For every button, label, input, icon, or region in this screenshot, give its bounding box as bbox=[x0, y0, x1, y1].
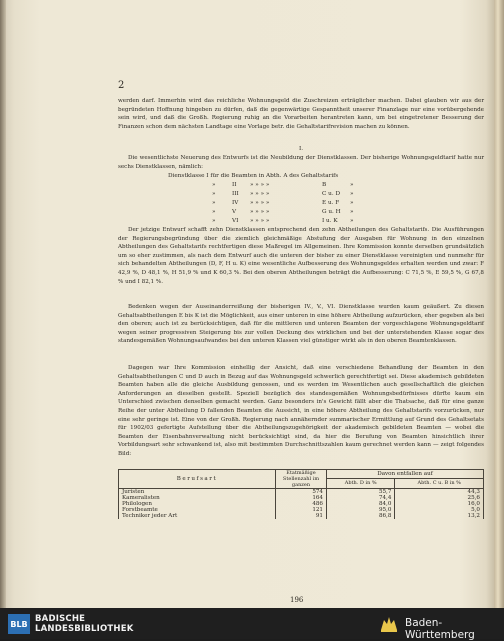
class-ditto-end: » bbox=[350, 200, 354, 206]
cell-abth-cb: 44,3 bbox=[395, 489, 484, 496]
class-abteilung: B bbox=[322, 182, 327, 188]
cell-abth-cb: 13,2 bbox=[395, 513, 484, 519]
page-spine-shadow bbox=[0, 0, 6, 608]
class-ditto-marks: » » » » bbox=[250, 200, 270, 206]
class-numeral: VI bbox=[232, 218, 239, 224]
blb-logo-line1[interactable]: BADISCHE bbox=[35, 614, 86, 624]
class-intro: Dienstklasse I für die Beamten in Abth. A des Gehaltstarifs bbox=[168, 173, 339, 179]
class-ditto-end: » bbox=[350, 209, 354, 215]
class-ditto: » bbox=[212, 200, 216, 206]
page-stack-edge bbox=[494, 0, 504, 608]
cell-beruf: Philologen bbox=[119, 501, 276, 507]
cell-beruf: Techniker jeder Art bbox=[119, 513, 276, 519]
paragraph-commission: Dagegen war Ihre Kommission einhellig der Ansicht, daß eine verschiedene Behandlung der Beamten in den Gehaltsabtheilungen C und D auch in Bezug auf das Wohnungsgeld schwerlich gerechtfertigt sei. Diese akademisch gebildeten Beamten haben alle die gleiche Ausbildung genossen, und es werden im Wesentlichen auch gesellschaftlich die gleichen Anforderungen an dieselben gestellt. Speziell bezüglich des standesgemäßen Wohnungsbedürfnisses dürfte kaum ein Unterschied zwischen denselben gemacht werden. Ganz besonders in's Gewicht fällt aber die Thatsache, daß für eine ganze Reihe der unter Abtheilung D fallenden Beamten die Aussicht, in eine höhere Abtheilung des Gehaltstarifs vorzurücken, nur eine sehr geringe ist. Eine von der Großh. Regierung nach annähernder summarischer Ermittlung auf Grund des Gehaltsetats für 1902/03 gefertigte Aufstellung über die Abtheilungszugehörigkeit der akademisch gebildeten Beamten — wobei die Beamten der Eisenbahnverwaltung nicht berücksichtigt sind, da hier die Berufung von Beamten hinsichtlich ihrer Vorbildungsart sehr schwankend ist, also mit bestimmten Durchschnittszahlen kaum gerechnet werden kann — zeigt folgendes Bild: bbox=[118, 365, 484, 457]
header-beruf: Berufsart bbox=[119, 470, 276, 489]
class-numeral: II bbox=[232, 182, 237, 188]
cell-abth-cb: 16,0 bbox=[395, 501, 484, 507]
class-ditto-marks: » » » » bbox=[250, 182, 270, 188]
paragraph-classes: Der jetzige Entwurf schafft zehn Dienstklassen entsprechend den zehn Abtheilungen des Gehaltstarifs. Die Ausführungen der Regierungsbegründung über die ziemlich gleichmäßige Abstufung der Ausgaben für Wohnung in den einzelnen Abtheilungen des Gehaltstarifs rechtfertigen diese Maßregel im Allgemeinen. Ihre Kommission konnte derselben grundsätzlich um so eher zustimmen, als nach dem Entwurf auch die unteren der bisher zu einer Dienstklasse vereinigten und nunmehr für sich behandelten Abtheilungen (D, F, H u. K) eine wesentliche Aufbesserung des Wohnungsgeldes erhalten werden und zwar: F 42,9 %, D 48,1 %, H 51,9 % und K 60,3 %. Bei den oberen Abtheilungen beträgt die Aufbesserung: C 71,5 %, E 59,5 %, G 67,8 % und I 82,1 %. bbox=[118, 227, 484, 285]
class-numeral: V bbox=[232, 209, 237, 215]
paragraph-intro: werden darf. Immerhin wird das reichliche Wohnungsgeld die Zuschreizen erträglicher machen. Dabei glauben wir aus der begründeten Hoffnung hingeben zu dürfen, daß die gegenwärtige Gespanntheit unserer Finanzlage nur eine vorübergehende sein wird, und daß die Großh. Regierung ruhig an die Vorarbeiten herantreten kann, um bei eingetretener Besserung der Finanzen schon dem nächsten Landtage eine Vorlage betr. die Gehaltstarifrevision machen zu können. bbox=[118, 98, 484, 130]
section-heading: Die wesentlichste Neuerung des Entwurfs ist die Neubildung der Dienstklassen. Der bisherige Wohnungsgeldtarif hatte nur sechs Dienstklassen, nämlich: bbox=[118, 155, 484, 170]
table-body bbox=[119, 489, 484, 520]
header-group: Davon entfallen auf bbox=[327, 470, 484, 479]
paragraph-objections: Bedenken wegen der Auseinanderreißung der bisherigen IV., V., VI. Dienstklasse wurden kaum geäußert. Zu diesen Gehaltsabtheilungen E bis K ist die Möglichkeit, aus einer unteren in eine höhere Abtheilung aufzurücken, eher gegeben als bei den oberen; auch ist zu berücksichtigen, daß für die mittleren und unteren Beamten der vorgeschlagene Wohnungsgeldtarif wegen seiner progressiven Steigerung bis zur vollen Deckung des wirklichen und bei der unterstehenden Klasse sogar des standesgemäßen Wohnungsaufwandes bei den unteren Klassen viel günstiger wirkt als in den oberen Beamtenklassen. bbox=[118, 304, 484, 345]
cell-total: 486 bbox=[276, 501, 327, 507]
class-ditto-marks: » » » » bbox=[250, 218, 270, 224]
table-header-row bbox=[119, 470, 484, 479]
cell-beruf: Forstbeamte bbox=[119, 507, 276, 513]
cell-abth-d: 86,8 bbox=[327, 513, 395, 519]
class-ditto-end: » bbox=[350, 182, 354, 188]
table-row bbox=[119, 513, 484, 519]
class-ditto-end: » bbox=[350, 191, 354, 197]
baden-wuerttemberg-lion-icon[interactable] bbox=[378, 612, 400, 634]
class-ditto: » bbox=[212, 209, 216, 215]
class-abteilung: C u. D bbox=[322, 191, 340, 197]
cell-abth-cb: 25,6 bbox=[395, 495, 484, 501]
class-ditto-marks: » » » » bbox=[250, 209, 270, 215]
cell-abth-d: 55,7 bbox=[327, 489, 395, 496]
blb-logo-badge[interactable]: BLB bbox=[8, 614, 30, 634]
class-ditto: » bbox=[212, 182, 216, 188]
cell-total: 574 bbox=[276, 489, 327, 496]
class-ditto-end: » bbox=[350, 218, 354, 224]
class-abteilung: I u. K bbox=[322, 218, 338, 224]
header-d: Abth. D in % bbox=[327, 478, 395, 488]
cell-abth-d: 95,0 bbox=[327, 507, 395, 513]
header-total: Etatmäßige Stellenzahl im ganzen bbox=[276, 470, 327, 489]
cell-abth-cb: 5,0 bbox=[395, 507, 484, 513]
class-ditto: » bbox=[212, 191, 216, 197]
cell-total: 91 bbox=[276, 513, 327, 519]
statistics-table bbox=[118, 469, 484, 519]
cell-abth-d: 74,4 bbox=[327, 495, 395, 501]
baden-wuerttemberg-label[interactable]: Baden-Württemberg bbox=[405, 617, 475, 641]
class-numeral: IV bbox=[232, 200, 239, 206]
header-cb: Abth. C u. B in % bbox=[395, 478, 484, 488]
class-ditto-marks: » » » » bbox=[250, 191, 270, 197]
cell-beruf: Juristen bbox=[119, 489, 276, 496]
class-numeral: III bbox=[232, 191, 239, 197]
class-abteilung: G u. H bbox=[322, 209, 341, 215]
cell-total: 164 bbox=[276, 495, 327, 501]
class-ditto: » bbox=[212, 218, 216, 224]
cell-total: 121 bbox=[276, 507, 327, 513]
blb-logo-line2[interactable]: LANDESBIBLIOTHEK bbox=[35, 624, 134, 634]
cell-beruf: Kameralisten bbox=[119, 495, 276, 501]
page-number-top: 2 bbox=[118, 80, 125, 91]
page-number-bottom: 196 bbox=[290, 596, 304, 604]
class-abteilung: E u. F bbox=[322, 200, 340, 206]
section-numeral: I. bbox=[298, 146, 304, 152]
cell-abth-d: 84,0 bbox=[327, 501, 395, 507]
